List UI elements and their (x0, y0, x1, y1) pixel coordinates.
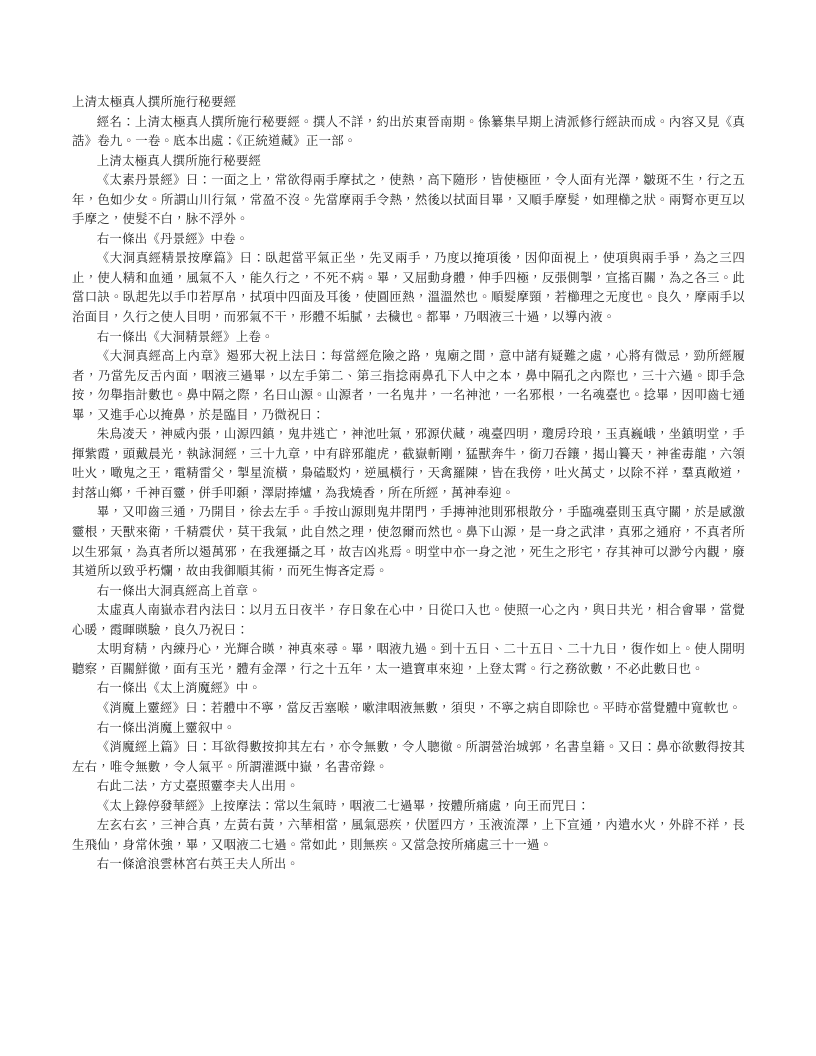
paragraph-after-incantation: 畢，又叩齒三通，乃開目，徐去左手。手按山源則鬼井閉門，手摶神池則邪根散分，手臨魂臺則玉真守關，於是感激靈根，天獸來衛，千精震伏，莫干我氣，此自然之理，使忽爾而然也。鼻下山源，是一身之武津，真邪之通府，不真者所以生邪氣，為真者所以遏萬邪，在我運攝之耳，故吉凶兆焉。明堂中亦一身之池，死生之形宅，存其神可以渺兮內觀，廢其道所以致乎朽爛，故由我御順其術，而死生悔吝定焉。 (72, 504, 745, 579)
paragraph-incantation-zuoxuan: 左玄右玄，三神合真，左黃右黃，六華相當，風氣惡疾，伏匿四方，玉液流澤，上下宣通，內遣水火，外辟不祥，長生飛仙，身常休強，畢，又咽液二七過。常如此，則無疾。又當急按所痛處三十一過。 (72, 817, 745, 852)
inner-title-heading: 上清太極真人撰所施行秘要經 (96, 152, 262, 168)
source-note-taishang-xiaomo: 右一條出《太上消魔經》中。 (96, 680, 262, 696)
source-note-fangzhang-litairen: 右此二法，方丈臺照靈李夫人出用。 (96, 778, 300, 794)
source-note-dadong-jingjing: 右一條出《大洞精景經》上卷。 (96, 328, 274, 344)
paragraph-taishang-lutingfahua: 《太上錄停發華經》上按摩法：常以生氣時，咽液二七過畢，按體所痛處，向王而咒曰： (96, 797, 590, 813)
paragraph-xiaomo-shangpian: 《消魔經上篇》曰：耳欲得數按抑其左右，亦令無數，令人聰徹。所謂營治城郭，名書皇籍。又曰：鼻亦欲數得按其左右，唯令無數，令人氣平。所謂灌溉中嶽，名書帝錄。 (72, 739, 745, 774)
paragraph-xiaomo-shangling: 《消魔上靈經》曰：若體中不寧，當反舌塞喉，嗽津咽液無數，須臾，不寧之病自即除也。平時亦當覺體中寬軟也。 (96, 699, 742, 715)
paragraph-taixu-chijun: 太虛真人南嶽赤君內法曰：以月五日夜半，存日象在心中，日從口入也。使照一心之內，與日共光，相合會畢，當覺心暖，霞暉暎驗，良久乃祝曰： (72, 602, 745, 637)
colophon-paragraph: 經名：上清太極真人撰所施行秘要經。撰人不詳，約出於東晉南期。係纂集早期上清派修行經訣而成。內容又見《真誥》卷九。一卷。底本出處：《正統道藏》正一部。 (72, 113, 745, 149)
paragraph-taisu-danjing: 《太素丹景經》曰：一面之上，常欲得兩手摩拭之，使熱，高下隨形，皆使極匝，令人面有光澤，皺斑不生，行之五年，色如少女。所謂山川行氣，常盈不沒。先當摩兩手令熱，然後以拭面目畢，又順手摩髮，如理櫛之狀。兩腎亦更互以手摩之，使髮不白，脉不浮外。 (72, 172, 745, 227)
document-body (72, 92, 745, 874)
source-note-xiaomo-shanglingxu: 右一條出消魔上靈叙中。 (96, 719, 236, 735)
source-note-danjing: 右一條出《丹景經》中卷。 (96, 230, 249, 246)
paragraph-dadong-anmo: 《大洞真經精景按摩篇》曰：臥起當平氣正坐，先叉兩手，乃度以掩項後，因仰面視上，使項與兩手爭，為之三四止，使人精和血通，風氣不入，能久行之，不死不病。畢，又屈動身體，伸手四極，反張側掣，宣搖百關，為之各三。此當口訣。臥起先以手巾若厚帛，拭項中四面及耳後，使圓匝熱，溫溫然也。順髮摩頸，若櫛理之无度也。良久，摩兩手以治面目，久行之使人目明，而邪氣不干，形體不垢膩，去穢也。都畢，乃咽液三十過，以導內液。 (72, 250, 745, 325)
source-note-dadong-shouzhang: 右一條出大洞真經高上首章。 (96, 582, 262, 598)
source-note-canglang-yunlin: 右一條滄浪雲林宮右英王夫人所出。 (96, 856, 300, 872)
paragraph-dadong-neizhang: 《大洞真經高上內章》遏邪大祝上法曰：每當經危險之路，鬼廟之間，意中諸有疑難之處，心將有微忌，勁所經履者，乃當先反舌內面，咽液三過畢，以左手第二、第三指捻兩鼻孔下人中之本，鼻中隔孔之內際也，三十六過。即手急按，勿舉指計數也。鼻中隔之際，名曰山源。山源者，一名鬼井，一名神池，一名邪根，一名魂臺也。捻畢，因叩齒七通畢，又進手心以掩鼻，於是臨目，乃微祝曰： (72, 348, 745, 422)
paragraph-incantation-taiming: 太明育精，內練丹心，光輝合暎，神真來尋。畢，咽液九過。到十五日、二十五日、二十九日，復作如上。使人開明聽察，百關鮮徹，面有玉光，體有金澤，行之十五年，太一遣寶車來迎，上登太霄。行之務欲數，不必此數日也。 (72, 641, 745, 676)
document-title: 上清太極真人撰所施行秘要經 (72, 94, 237, 109)
paragraph-incantation-zhuniao: 朱鳥凌天，神威內張，山源四鎮，鬼井逃亡，神池吐氣，邪源伏藏，魂臺四明，瓊房玲琅，玉真巍峨，坐鎮明堂，手揮紫霞，頭戴晨光，執詠洞經，三十九章，中有辟邪龍虎，截嶽斬剛，猛獸奔牛，銜刀吞鑲，揭山籑天，神雀毒龍，六領吐火，噉鬼之王，電精雷父，掣星流橫，梟磕駁灼，逆風橫行，天禽羅陳，皆在我傍，吐火萬丈，以除不祥，羣真敞道，封落山鄉，千神百靈，併手叩顙，澤尉捧爐，為我燒香，所在所經，萬神奉迎。 (72, 426, 745, 500)
